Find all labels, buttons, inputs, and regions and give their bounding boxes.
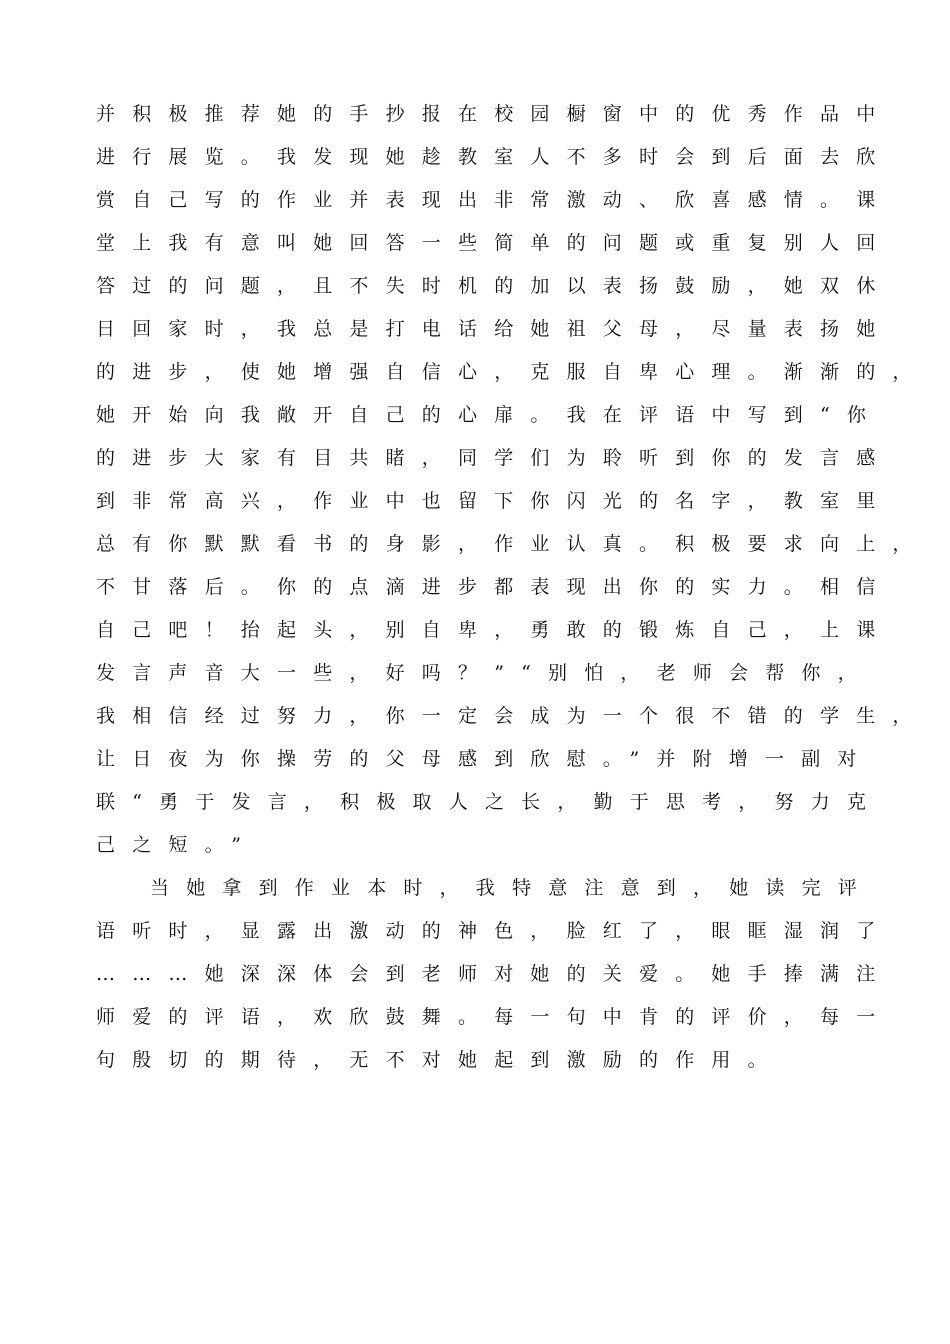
- body-text: [96, 93, 929, 1082]
- text-line: 联“勇于发言，积极取人之长，勤于思考，努力克: [96, 791, 884, 813]
- text-line: ………她深深体会到老师对她的关爱。她手捧满注: [96, 963, 893, 985]
- text-line: 当她拿到作业本时，我特意注意到，她读完评: [150, 877, 875, 899]
- text-line: 到非常高兴，作业中也留下你闪光的名字，教室里: [96, 490, 893, 512]
- text-line: 自己吧！抬起头，别自卑，勇敢的锻炼自己，上课: [96, 619, 893, 641]
- text-line: 赏自己写的作业并表现出非常激动、欣喜感情。课: [96, 189, 893, 211]
- text-line: 她开始向我敞开自己的心扉。我在评语中写到“你: [96, 404, 884, 426]
- text-line: 并积极推荐她的手抄报在校园橱窗中的优秀作品中: [96, 103, 893, 125]
- text-line: 堂上我有意叫她回答一些简单的问题或重复别人回: [96, 232, 893, 254]
- text-line: 句殷切的期待，无不对她起到激励的作用。: [96, 1049, 784, 1071]
- text-line: 的进步大家有目共睹，同学们为聆听到你的发言感: [96, 447, 893, 469]
- text-line: 不甘落后。你的点滴进步都表现出你的实力。相信: [96, 576, 893, 598]
- text-line: 师爱的评语，欢欣鼓舞。每一句中肯的评价，每一: [96, 1006, 893, 1028]
- text-line: 的进步，使她增强自信心，克服自卑心理。渐渐的，: [96, 361, 929, 383]
- paragraph: [96, 867, 906, 1082]
- text-line: 发言声音大一些，好吗？”“别怕，老师会帮你，: [96, 662, 874, 684]
- text-line: 语听时，显露出激动的神色，脸红了，眼眶湿润了: [96, 920, 893, 942]
- text-line: 日回家时，我总是打电话给她祖父母，尽量表扬她: [96, 318, 893, 340]
- text-line: 答过的问题，且不失时机的加以表扬鼓励，她双休: [96, 275, 893, 297]
- text-line: 总有你默默看书的身影，作业认真。积极要求向上，: [96, 533, 929, 555]
- text-line: 让日夜为你操劳的父母感到欣慰。”并附增一副对: [96, 748, 874, 770]
- text-line: 我相信经过努力，你一定会成为一个很不错的学生，: [96, 705, 929, 727]
- text-line: 进行展览。我发现她趁教室人不多时会到后面去欣: [96, 146, 893, 168]
- paragraph: [96, 93, 929, 867]
- text-line: 己之短。”: [96, 834, 259, 856]
